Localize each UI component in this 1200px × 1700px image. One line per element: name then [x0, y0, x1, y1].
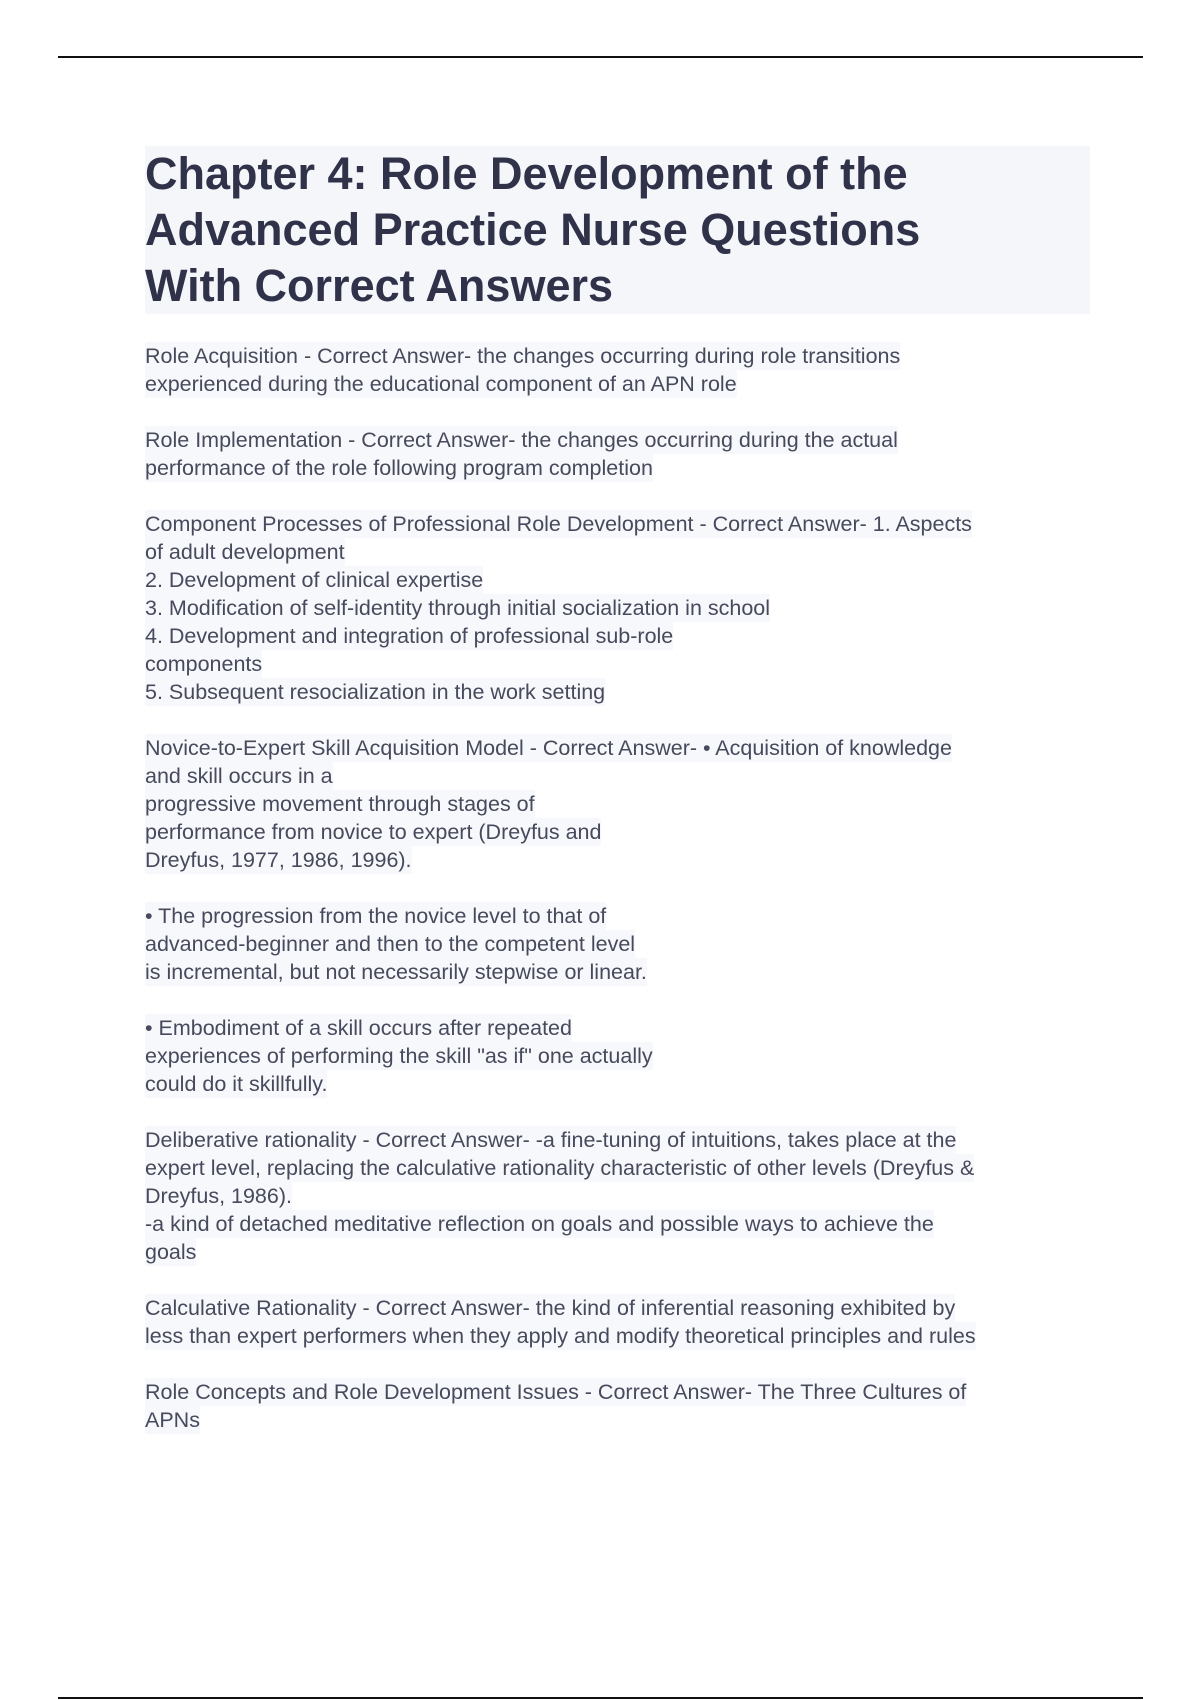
title-line: With Correct Answers	[145, 260, 614, 311]
entry-line: • Embodiment of a skill occurs after repeated	[145, 1016, 572, 1040]
entry-line: Component Processes of Professional Role Development - Correct Answer- 1. Aspects	[145, 512, 972, 536]
entry-line: performance of the role following program completion	[145, 456, 653, 480]
entry-line: Role Implementation - Correct Answer- the changes occurring during the actual	[145, 428, 898, 452]
entry-novice-to-expert	[145, 734, 1090, 874]
document-title	[145, 146, 1090, 314]
top-rule	[58, 56, 1143, 58]
entry-line: could do it skillfully.	[145, 1072, 328, 1096]
entry-line: is incremental, but not necessarily stepwise or linear.	[145, 960, 647, 984]
entry-line: Novice-to-Expert Skill Acquisition Model - Correct Answer- • Acquisition of knowledge	[145, 736, 952, 760]
entry-line: less than expert performers when they apply and modify theoretical principles and rules	[145, 1324, 976, 1348]
entry-line: and skill occurs in a	[145, 764, 333, 788]
entry-component-processes	[145, 510, 1090, 706]
entry-calculative-rationality	[145, 1294, 1090, 1350]
entry-line: advanced-beginner and then to the competent level	[145, 932, 636, 956]
entry-line: performance from novice to expert (Dreyfus and	[145, 820, 602, 844]
entry-line: expert level, replacing the calculative rationality characteristic of other levels (Dreyfus &	[145, 1156, 975, 1180]
entry-line: components	[145, 652, 263, 676]
entry-line: of adult development	[145, 540, 345, 564]
entry-role-implementation	[145, 426, 1090, 482]
entry-line: progressive movement through stages of	[145, 792, 535, 816]
title-line: Chapter 4: Role Development of the	[145, 148, 908, 199]
entry-line: Dreyfus, 1986).	[145, 1184, 292, 1208]
entry-line: 4. Development and integration of professional sub-role	[145, 624, 674, 648]
entry-progression-bullet	[145, 902, 1090, 986]
entry-line: • The progression from the novice level to that of	[145, 904, 607, 928]
entry-line: 3. Modification of self-identity through initial socialization in school	[145, 596, 771, 620]
title-line: Advanced Practice Nurse Questions	[145, 204, 921, 255]
entry-line: Role Concepts and Role Development Issues - Correct Answer- The Three Cultures of	[145, 1380, 967, 1404]
entry-line: Dreyfus, 1977, 1986, 1996).	[145, 848, 412, 872]
entry-line: Deliberative rationality - Correct Answer- -a fine-tuning of intuitions, takes place at the	[145, 1128, 957, 1152]
entry-line: experienced during the educational component of an APN role	[145, 372, 737, 396]
entry-line: Role Acquisition - Correct Answer- the changes occurring during role transitions	[145, 344, 901, 368]
document-body	[145, 146, 1090, 1462]
entry-role-concepts	[145, 1378, 1090, 1434]
entry-role-acquisition	[145, 342, 1090, 398]
entry-line: 2. Development of clinical expertise	[145, 568, 484, 592]
bottom-rule	[58, 1697, 1143, 1699]
entry-line: APNs	[145, 1408, 200, 1432]
entry-line: Calculative Rationality - Correct Answer- the kind of inferential reasoning exhibited by	[145, 1296, 956, 1320]
entry-line: experiences of performing the skill "as if" one actually	[145, 1044, 653, 1068]
entry-embodiment-bullet	[145, 1014, 1090, 1098]
entry-line: goals	[145, 1240, 197, 1264]
entry-line: 5. Subsequent resocialization in the work setting	[145, 680, 606, 704]
entry-deliberative-rationality	[145, 1126, 1090, 1266]
entry-line: -a kind of detached meditative reflection on goals and possible ways to achieve the	[145, 1212, 934, 1236]
